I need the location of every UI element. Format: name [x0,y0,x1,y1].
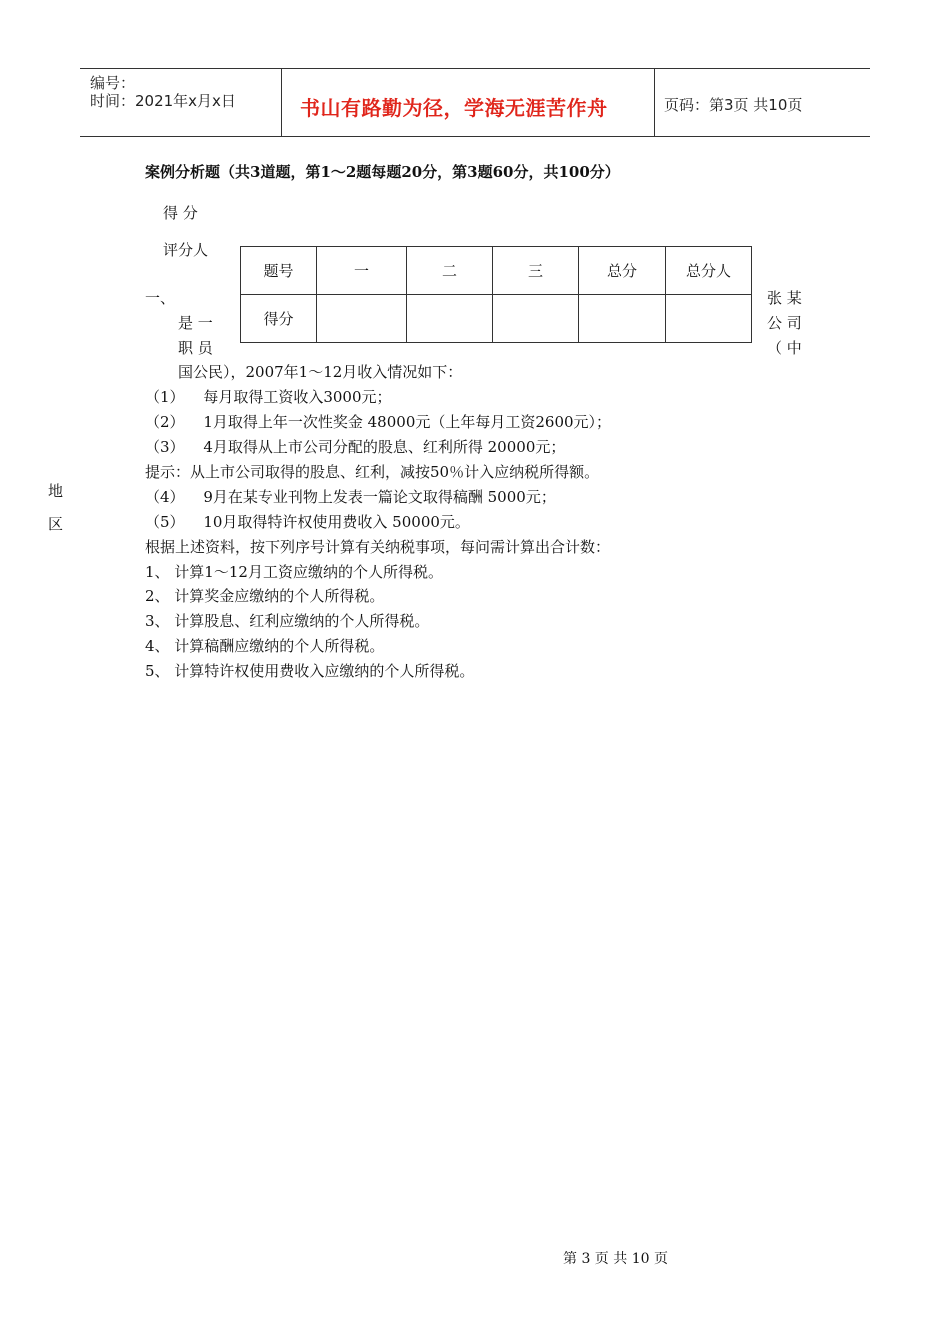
income-item-text: 10月取得特许权使用费收入 50000元。 [203,513,470,531]
score-table-header-cell: 一 [317,247,407,295]
score-table-header-cell: 三 [493,247,579,295]
question-intro-fragment: 公 司 [767,314,802,332]
score-table-header-cell: 二 [407,247,493,295]
score-table-score-row [241,295,752,343]
score-cell-total[interactable] [579,295,666,343]
score-table-header-cell: 总分 [579,247,666,295]
task-item: 5、 计算特许权使用费收入应缴纳的个人所得税。 [145,662,475,680]
income-item [145,436,565,457]
question-intro-fragment: （ 中 [767,339,802,357]
date-label: 时间：2021年x月x日 [90,92,236,110]
score-label: 得 分 [163,204,198,222]
grader-label: 评分人 [163,241,209,259]
header-bottom-rule [80,136,870,137]
income-item-text: 1月取得上年一次性奖金 48000元（上年每月工资2600元）； [203,413,612,431]
side-label-char: 区 [48,515,64,533]
income-item-number: （3） [145,438,185,456]
header-divider-left [281,68,282,136]
section-heading: 案例分析题（共3道题，第1～2题每题20分，第3题60分，共100分） [145,163,620,181]
score-cell-q1[interactable] [317,295,407,343]
header-top-rule [80,68,870,69]
question-intro-fragment: 张 某 [767,289,802,307]
header-motto: 书山有路勤为径，学海无涯苦作舟 [300,96,608,120]
income-item-text: 9月在某专业刊物上发表一篇论文取得稿酬 5000元； [203,488,556,506]
score-cell-q3[interactable] [493,295,579,343]
score-cell-q2[interactable] [407,295,493,343]
question-intro-fragment: 是 一 [178,314,213,332]
question-intro-line: 国公民），2007年1～12月收入情况如下： [178,363,463,381]
header-divider-right [654,68,655,136]
score-table-header-row [241,247,752,295]
hint-text: 提示：从上市公司取得的股息、红利，减按50％计入应纳税所得额。 [145,463,600,481]
page-number-label: 页码：第3页 共10页 [664,96,803,114]
instruction-text: 根据上述资料，按下列序号计算有关纳税事项，每问需计算出合计数： [145,538,611,556]
income-item-text: 每月取得工资收入3000元； [203,388,392,406]
income-item-number: （4） [145,488,185,506]
income-item-text: 4月取得从上市公司分配的股息、红利所得 20000元； [203,438,566,456]
score-table-row-label: 得分 [241,295,317,343]
income-item-number: （2） [145,413,185,431]
task-item: 4、 计算稿酬应缴纳的个人所得税。 [145,637,385,655]
income-item-number: （5） [145,513,185,531]
serial-number-label: 编号： [90,74,136,92]
task-item: 2、 计算奖金应缴纳的个人所得税。 [145,587,385,605]
income-item-number: （1） [145,388,185,406]
score-table-header-cell: 总分人 [666,247,752,295]
question-intro-fragment: 职 员 [178,339,213,357]
task-item: 3、 计算股息、红利应缴纳的个人所得税。 [145,612,430,630]
page-footer: 第 3 页 共 10 页 [563,1251,668,1267]
score-table [240,246,752,343]
income-item [145,486,556,507]
question-number: 一、 [145,289,176,307]
side-label-char: 地 [48,482,64,500]
income-item [145,511,470,532]
task-item: 1、 计算1～12月工资应缴纳的个人所得税。 [145,563,443,581]
score-table-header-cell: 题号 [241,247,317,295]
score-cell-total-grader[interactable] [666,295,752,343]
income-item [145,386,392,407]
income-item [145,411,611,432]
